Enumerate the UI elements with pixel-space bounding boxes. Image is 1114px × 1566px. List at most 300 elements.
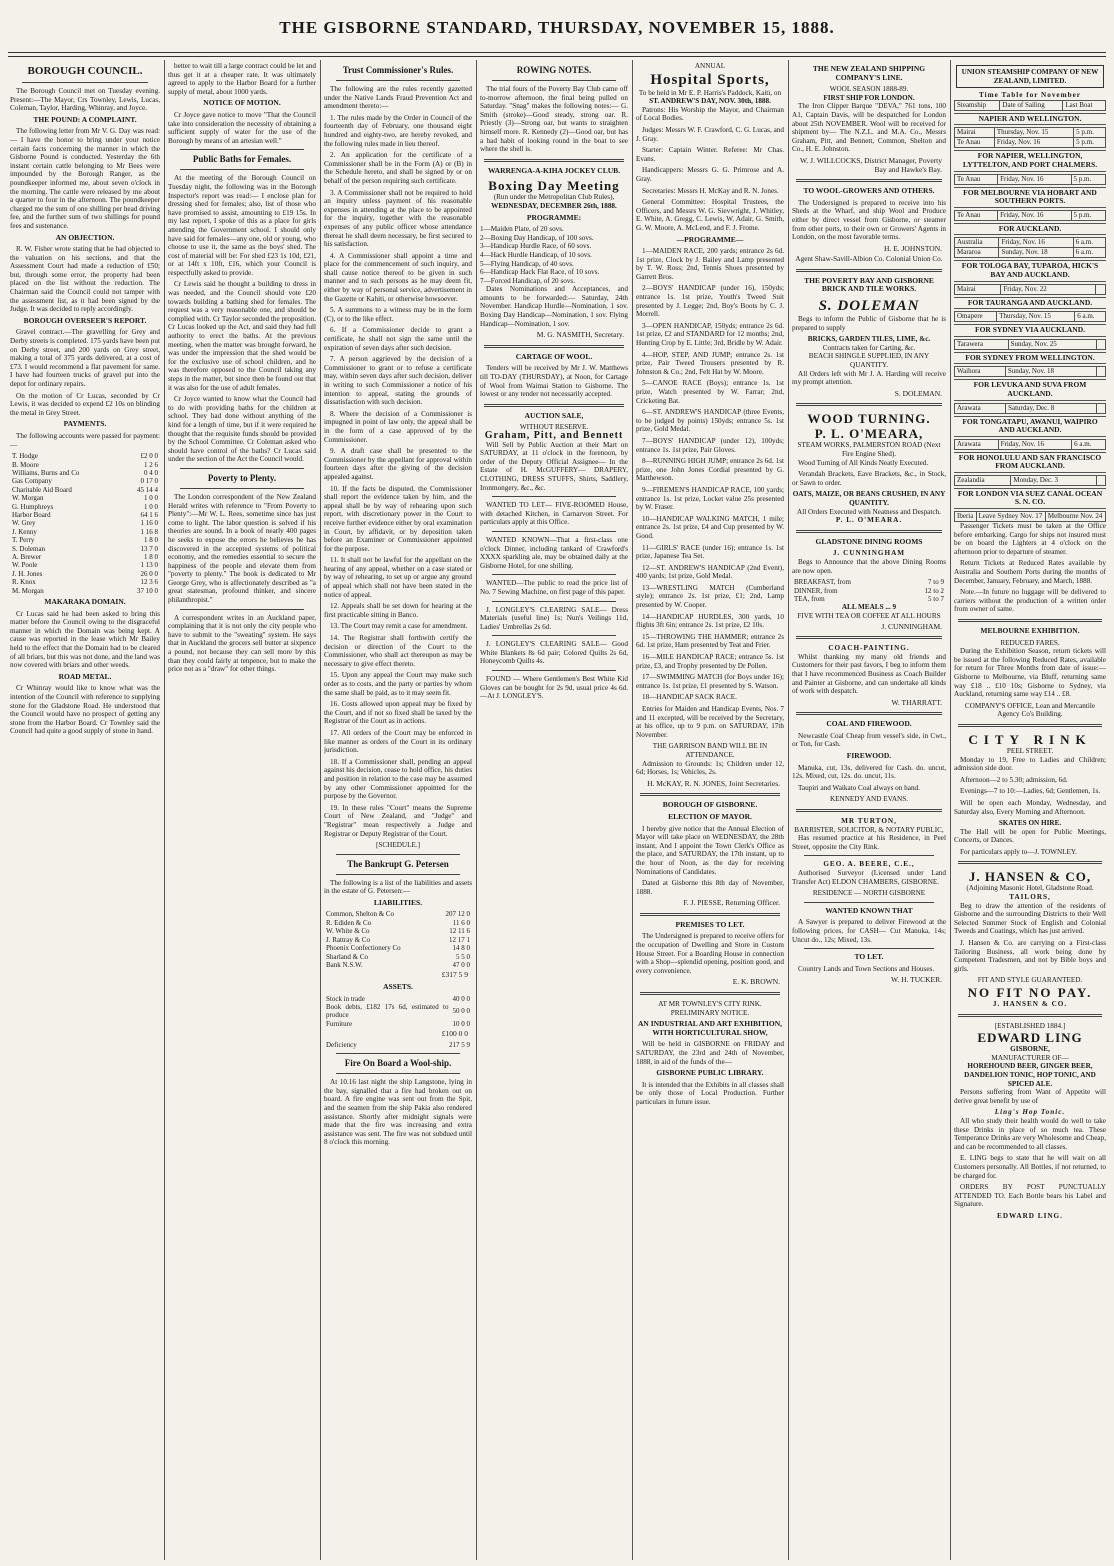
separator <box>484 345 624 348</box>
meal-row <box>792 578 946 586</box>
rule-item: 11. It shall not be lawful for the appellant on the hearing of any appeal, whether on a case stated or by way of rehearing, to set up or argue any ground of appeal which shall not have been stated in the notice of appeal. <box>324 556 472 599</box>
makaraka-text: Cr Lucas said he had been asked to bring this matter before the Council owing to the disgraceful manner in which the Domain was being kept. A cause was reported in the lease which Mr Bailey held to the effect that the Domain had to be cleared of all briars, but this was not done, and the land was now covered with briars and other weeds. <box>10 609 160 670</box>
route-table <box>954 174 1106 185</box>
payments-table <box>10 452 160 595</box>
separator <box>640 992 780 995</box>
ling-text-3: ORDERS BY POST PUNCTUALLY ATTENDED TO. Each Bottle bears his Label and Signature. <box>954 1183 1106 1209</box>
sawyer-text: A Sawyer is prepared to deliver Firewood at the following prices, for CASH— Cut Manuka, 14s; Uncut do., 12s; Mixed, 13s. <box>792 918 946 944</box>
payment-row-amount: 1 16 8 <box>140 527 158 536</box>
city-rink-heading: CITY RINK <box>968 731 1092 747</box>
rule-item: 3. A Commissioner shall not be required to hold an inquiry unless payment of his reasonable expenses in attending at the place to be appointed for the inquiry, together with the reasonable expenses of any public officer whose attendance thereat he shall deem necessary, be first secured to his satisfaction. <box>324 188 472 249</box>
route-heading: FOR LONDON VIA SUEZ CANAL OCEAN S. N. CO. <box>954 488 1106 509</box>
sailing-row <box>955 238 1106 248</box>
sports-event: 7—BOYS' HANDICAP (under 12), 100yds; entrance 1s. 1st prize, Pair Gloves. <box>636 436 784 454</box>
payment-row <box>10 536 160 544</box>
turton-text: Has resumed practice at his Residence, in Peel Street, opposite the City Rink. <box>792 834 946 851</box>
rule-item: 2. An application for the certificate of a Commissioner shall be in the Form (A) or (B) in the Schedule hereto, and shall be signed by or on behalf of the person requiring such certificate. <box>324 151 472 185</box>
hansen-signature: J. HANSEN & CO. <box>992 1000 1068 1008</box>
separator <box>796 712 942 715</box>
found-notice: FOUND — Where Gentlemen's Best White Kid Gloves can be bought for 2s 9d, usual price 4s 6d.—At J. LONGLEY'S. <box>480 675 628 701</box>
cartage-heading: CARTAGE OF WOOL. <box>515 351 593 361</box>
boxing-day-subtitle: (Run under the Metropolitan Club Rules), <box>493 193 615 202</box>
timetable-heading: Time Table for November <box>979 91 1081 100</box>
poverty-text: The London correspondent of the New Zealand Herald writes with reference to "From Poverty to Plenty":—Mr W. L. Rees, sometime since has just come to light. The labor question is solved if his theories are sound. In a book of nearly 400 pages he seeks to expose the errors he believes he has discovered in the accepted systems of political economy, and the remedies essential to secure the happiness of the people and elevate them from "poverty to plenty." The book is dedicated to Mr George Grey, who is affectionately described as "a great statesman, profound thinker, and sincere philanthropist." <box>168 492 316 605</box>
baths-text: At the meeting of the Borough Council on Tuesday night, the following was in the Borough Inspector's report was read:— I enclose plan for dressing shed for females; also, list of those who have promised to assist, amounting to £19 15s. In my last report, I spoke of this as a place for girls attending the Government school. I should only have said for females—any one, old or young, who choose to use it, the same as the boys' shed. The cost of material will be: For shed £23 1s 10d, £21, or at 14ft x 10ft, £16, which your Council is respectfully asked to provide. <box>168 174 316 277</box>
beere-residence: RESIDENCE — NORTH GISBORNE <box>812 889 926 898</box>
sailing-last-boat: 6 a.m. <box>1075 312 1106 322</box>
premises-heading: PREMISES TO LET. <box>675 919 745 929</box>
payment-row-name: T. Hodge <box>12 452 38 461</box>
meal-row <box>792 595 946 603</box>
liability-row-amount: 207 12 0 <box>445 910 470 919</box>
rule-item: 1. The rules made by the Order in Council of the fourteenth day of February, one thousand eight hundred and eighty-two, are hereby revoked, and the following rules made in lieu thereof. <box>324 113 472 148</box>
asset-row-name: Book debts, £182 17s 6d, estimated to produce <box>326 1002 449 1020</box>
payment-row-name: B. Moore <box>12 460 39 469</box>
route-heading: FOR MELBOURNE VIA HOBART AND SOUTHERN PORTS. <box>954 187 1106 208</box>
sports-handicappers: Handicappers: Messrs G. G. Primrose and A. Gray. <box>636 166 784 183</box>
payment-row-amount: 37 10 0 <box>137 586 158 595</box>
asset-row-amount: 10 0 0 <box>452 1019 470 1028</box>
payment-row-name: M. Morgan <box>12 586 44 595</box>
asset-row <box>324 995 472 1003</box>
luggage-notice: Note.—In future no luggage will be delivered to carriers without the production of a written order from owner of same. <box>954 588 1106 614</box>
programme-item: 4—Hack Hurdle Handicap, of 10 sovs. <box>480 250 592 259</box>
separator <box>336 1073 460 1074</box>
sports-entries: Entries for Maiden and Handicap Events, Nos. 7 and 11 excepted, will be received by the Secretary, at his office, up to 9 p.m. on SATURDAY, 17th November. <box>636 705 784 739</box>
separator <box>492 574 616 575</box>
sailing-date: Sunday, Nov. 18 <box>999 248 1073 258</box>
separator <box>180 468 304 469</box>
preliminary-notice: PRELIMINARY NOTICE. <box>670 1008 750 1017</box>
payment-row <box>10 477 160 485</box>
route-heading: FOR TOLOGA BAY, TUPAROA, HICK'S BAY AND AUCKLAND. <box>954 260 1106 281</box>
payments-heading: PAYMENTS. <box>63 419 107 429</box>
firewood-heading: FIREWOOD. <box>846 751 892 761</box>
payment-row <box>10 503 160 511</box>
payment-row-amount: 1 0 0 <box>144 502 158 511</box>
rule-item: 7. A person aggrieved by the decision of a Commissioner to grant or to refuse a certificate may, within seven days after such decision, deliver in writing to such Commissioner a notice of his intention to appeal, stating the grounds of dissatisfaction with such decision. <box>324 355 472 407</box>
liability-row-amount: 5 5 0 <box>456 952 470 961</box>
route-table <box>954 311 1106 322</box>
rule-item: 12. Appeals shall be set down for hearing at the first practicable sitting in Banco. <box>324 602 472 619</box>
route-table <box>954 127 1106 148</box>
payment-row-name: Harbor Board <box>12 511 51 519</box>
separator <box>796 636 942 639</box>
omeara-text: Wood Turning of All Kinds Neatly Executed. <box>798 458 929 467</box>
payment-row-name: Charitable Aid Board <box>12 485 72 494</box>
meal-row <box>792 587 946 595</box>
edward-ling-name: EDWARD LING <box>977 1030 1083 1046</box>
sailing-last-boat <box>1096 284 1106 294</box>
sports-event: 3—OPEN HANDICAP, 150yds; entrance 2s 6d. 1st prize, £2 and STANDARD for 12 months; 2nd, Hunting Crop by E. Little; 3rd, Bridle by W. Adair. <box>636 321 784 348</box>
sports-annual: ANNUAL <box>694 62 726 70</box>
willcocks-signature: W. J. WILLCOCKS, District Manager, Poverty Bay and Hawke's Bay. <box>800 155 942 174</box>
payment-row-name: R. Knox <box>12 578 36 587</box>
payment-row-name: Williams, Burns and Co <box>12 468 80 477</box>
sports-date: ST. ANDREW'S DAY, NOV. 30th, 1888. <box>649 97 771 106</box>
header-last: Last Boat <box>1063 100 1106 110</box>
beach-shingle: BEACH SHINGLE SUPPLIED, IN ANY QUANTITY. <box>808 352 930 370</box>
makaraka-heading: MAKARAKA DOMAIN. <box>44 597 126 607</box>
separator <box>492 496 616 497</box>
baths-text-2: Cr Lewis said he thought a building to dress in was needed, and the Council should vote £20 towards building a bathing shed for females. The request was a very reasonable one, and should be complied with. Cr Taylor seconded the proposition. Cr Lucas looked up the Act, and said they had full authority to erect the baths. At the previous meeting, when the matter was brought forward, he was under the impression that the shed would be for the exclusive use of school children, and he was therefore opposed to the Council taking any steps in the matter, but since then he found out that it was also for the use of adult females. <box>168 280 316 392</box>
garrison-band: THE GARRISON BAND WILL BE IN ATTENDANCE. <box>652 742 768 759</box>
sports-events-list <box>636 247 784 702</box>
cartage-text: Tenders will be received by Mr J. W. Matthews till TO-DAY (THURSDAY), at Noon, for Cartage of Wool from Waimai Station to Gisborne. The lowest or any tender not necessarily accepted. <box>480 364 628 399</box>
separator <box>22 82 148 83</box>
payment-row <box>10 561 160 569</box>
trust-heading: Trust Commissioner's Rules. <box>342 65 454 75</box>
asset-row <box>324 1020 472 1028</box>
townley-contact: For particulars apply to—J. TOWNLEY. <box>960 847 1077 856</box>
fire-heading: Fire On Board a Wool-ship. <box>344 1058 452 1069</box>
masthead-rule <box>8 52 1106 53</box>
sports-where: To be held in Mr E. P. Harris's Paddock, Kaiti, on <box>638 88 782 97</box>
sports-event: 2—BOYS' HANDICAP (under 16), 150yds; entrance 1s. 1st prize, Youth's Tweed Suit presented by J. Legge; 2nd, Boy's Boots by C. J. Morrell. <box>636 284 784 319</box>
meal-name: BREAKFAST, from <box>794 578 851 587</box>
warrenga-heading: WARRENGA-A-KIHA JOCKEY CLUB. <box>487 165 621 175</box>
ling-text: All who study their health would do well to take these Drinks in place of so much tea. These Temperance Drinks are very Wholesome and Cheap, and can be recommended to all classes. <box>954 1116 1106 1151</box>
separator <box>492 80 616 81</box>
premises-text: The Undersigned is prepared to receive offers for the occupation of Dwelling and Store in Custom House Street. For a Boarding House in connection with a Shop—splendid opening, position good, and every convenience. <box>636 932 784 975</box>
meal-name: DINNER, from <box>794 586 838 595</box>
hall-note: The Hall will be open for Public Meetings, Concerts, or Dances. <box>954 827 1106 845</box>
election-text: I hereby give notice that the Annual Election of Mayor will take place on WEDNESDAY, the 28th instant, And I appoint the Town Clerk's Office as the place, and SATURDAY, the 17th instant, up to the hour of Noon, as the day for receiving Nominations of Candidates. <box>636 824 784 876</box>
hop-tonic: Ling's Hop Tonic. <box>994 1108 1066 1117</box>
longley-sale-2: J. LONGLEY'S CLEARING SALE— Good White Blankets 8s 6d pair; Colored Quilts 2s 6d, Honeycomb Quilts 4s. <box>480 640 628 666</box>
assets-heading: ASSETS. <box>383 981 413 991</box>
wool-season: WOOL SEASON 1888-89. <box>829 85 909 94</box>
sailing-last-boat: 6 a.m. <box>1073 248 1105 258</box>
exhibition-heading: AN INDUSTRIAL AND ART EXHIBITION, WITH HORTICULTURAL SHOW, <box>637 1019 782 1037</box>
ling-text-2: E. LING begs to state that he will wait on all Customers personally. All Bottles, if not returned, to be charged for. <box>954 1154 1106 1180</box>
column-7 <box>954 62 1106 1558</box>
liability-row-name: Common, Shelton & Co <box>326 910 395 919</box>
wanted-known: WANTED KNOWN—That a first-class one o'clock Dinner, including tankard of Crawford's XXXX sparkling ale, may be obtained daily at the Gisborne Hotel, for one shilling. <box>480 535 628 570</box>
wanted-public: WANTED—The public to read the price list of No. 7 Sewing Machine, on first page of this paper. <box>480 579 628 596</box>
liability-row <box>324 919 472 927</box>
sports-event: 1—MAIDEN RACE, 200 yards; entrance 2s 6d. 1st prize, Clock by J. Bailey and Lamp presented by T. W. Ross; 2nd, Tennis Shoes presented by Garrett Bros. <box>636 247 784 281</box>
auction-subtitle: WITHOUT RESERVE. <box>519 423 589 432</box>
bankrupt-heading: The Bankrupt G. Petersen <box>347 858 449 869</box>
payment-row <box>10 587 160 595</box>
objection-text: R. W. Fisher wrote stating that he had objected to the valuation on his sections, and that the Assessment Court had made a reduction of £50; but, through some error, the property had been placed on the list without the reduction. The Chairman said the Council could not tamper with the assessment list, as it had been signed by the Judge. It was decided to reply accordingly. <box>10 245 160 314</box>
separator <box>796 179 942 182</box>
liability-row <box>324 953 472 961</box>
asset-row-name: Stock in trade <box>326 994 365 1003</box>
payment-row <box>10 570 160 578</box>
council-intro: The Borough Council met on Tuesday evening. Present:—The Mayor, Crs Townley, Lewis, Lucas, Coleman, Taylor, Harding, Whinray, and Joyce. <box>10 87 160 113</box>
election-dated: Dated at Gisborne this 8th day of November, 1888. <box>636 879 784 896</box>
rule-item: 10. If the facts be disputed, the Commissioner shall report the evidence taken by him, and the appeal shall be by way of rehearing upon such report, with discretionary power in the Court to receive further evidence either by oral examination in Court, by affidavit, or by deposition taken before an Examiner or Commissioner appointed for the purpose. <box>324 484 472 553</box>
payment-row-amount: 64 1 6 <box>140 511 158 519</box>
trust-intro: The following are the rules recently gazetted under the Native Lands Fraud Prevention Act and amendment thereto:— <box>324 85 472 111</box>
wood-turning-heading: WOOD TURNING. <box>807 411 931 427</box>
liabilities-total: £317 5 9 <box>441 970 468 980</box>
sailing-date: Thursday, Nov. 15 <box>997 312 1075 322</box>
meal-time: 12 to 2 <box>924 586 944 595</box>
meal-time: 5 to 7 <box>928 594 944 603</box>
route-heading: NAPIER AND WELLINGTON. <box>954 113 1106 126</box>
separator <box>492 635 616 636</box>
separator <box>640 793 780 796</box>
overseer-heading: BOROUGH OVERSEER'S REPORT. <box>23 315 147 325</box>
separator <box>804 855 934 856</box>
separator <box>492 531 616 532</box>
route-table <box>954 237 1106 258</box>
coal-note: Taupiri and Waikato Coal always on hand. <box>798 783 920 792</box>
route-table <box>954 475 1106 486</box>
wanted-to-let: WANTED TO LET— FIVE-ROOMED House, with detached Kitchen, in Carnarvon Street. For particulars apply at this Office. <box>480 501 628 527</box>
hansen-address: (Adjoining Masonic Hotel, Gladstone Road. <box>966 884 1094 893</box>
sailing-last-boat <box>1097 403 1106 413</box>
secretary-signature: M. G. NASMITH, Secretary. <box>536 330 624 340</box>
sailing-row <box>955 128 1106 138</box>
skates-on-hire: SKATES ON HIRE. <box>998 819 1062 828</box>
column-1 <box>10 62 160 1558</box>
auctioneer-name: Graham, Pitt, and Bennett <box>484 430 624 441</box>
payment-row <box>10 519 160 527</box>
road-metal-heading: ROAD METAL. <box>58 671 112 681</box>
sailing-ship: Mararoa <box>955 248 999 258</box>
metal-continued-text: better to wait till a large contract could be let and thus get it at a cheaper rate. It was ultimately agreed to apply to the Harbor Board for a further supply of metal, about 1000 yards. <box>168 62 316 96</box>
tailors-heading: TAILORS, <box>1009 893 1051 902</box>
route-table <box>954 339 1106 350</box>
payment-row-amount: 13 7 0 <box>140 544 158 553</box>
programme-item: 6—Handicap Hack Flat Race, of 10 sovs. <box>480 268 600 277</box>
liability-row <box>324 961 472 969</box>
payment-row <box>10 553 160 561</box>
no-fit-no-pay: NO FIT NO PAY. <box>967 985 1093 1000</box>
longley-sale-1: J. LONGLEY'S CLEARING SALE— Dress Materials (useful line) 1s; Nun's Veilings 11d, Ladies' Umbrellas 2s 6d. <box>480 605 628 631</box>
returning-officer: F. J. PIESSE, Returning Officer. <box>683 898 780 908</box>
return-note: Return Tickets at Reduced Rates available by Australia and Southern Ports during the months of December, January, February, and March, 1888. <box>954 559 1106 585</box>
sailing-ship: Arawata <box>955 403 1006 413</box>
sailing-last-boat: 5 p.m. <box>1074 128 1106 138</box>
route-heading: FOR TONGATAPU, AWANUI, WAIPIRO AND AUCKLAND. <box>954 416 1106 437</box>
joint-secretaries: H. McKAY, R. N. JONES, Joint Secretaries. <box>647 778 780 788</box>
payment-row <box>10 578 160 586</box>
route-table <box>954 366 1106 377</box>
election-heading: ELECTION OF MAYOR. <box>668 811 752 821</box>
sailing-ship: Iberia <box>955 512 977 522</box>
liability-row-amount: 12 11 6 <box>449 927 470 936</box>
payment-row-amount: 1 8 0 <box>144 536 158 545</box>
borough-heading: BOROUGH OF GISBORNE. <box>662 800 758 810</box>
separator <box>796 403 942 406</box>
firewood-prices: Manuka, cut, 13s, delivered for Cash. do. uncut, 12s. Mixed, cut, 12s. do. uncut, 11s. <box>792 763 946 781</box>
notice-heading: NOTICE OF MOTION. <box>203 98 281 108</box>
sailing-last-boat <box>1097 339 1106 349</box>
rink-afternoon: Afternoon—2 to 5.30; admission, 6d. <box>960 775 1068 784</box>
deva-text: The Iron Clipper Barque "DEVA," 761 tons, 100 A1, Captain Davis, will be despatched for London about 25th NOVEMBER. Wool will be received for shipment by— The N.Z.L. and M.A. Co., Messrs Graham, Pitt, and Bennett, Common, Shelton and Co., H. E. Johnston. <box>792 102 946 154</box>
sailing-date: Friday, Nov. 16 <box>999 238 1073 248</box>
payment-row-name: W. Poole <box>12 561 38 570</box>
separator <box>796 530 942 533</box>
payment-row-amount: 1 8 0 <box>144 553 158 562</box>
ling-signature: EDWARD LING. <box>997 1211 1063 1220</box>
sports-admission: Admission to Grounds: 1s; Children under 12, 6d; Horses, 1s; Vehicles, 2s. <box>636 759 784 777</box>
header-date: Date of Sailing <box>1000 100 1063 110</box>
sports-event: 9—FIREMEN'S HANDICAP RACE, 100 yards; entrance 1s. 1st prize, Locket value 25s presented by W. Fraser. <box>636 485 784 512</box>
rule-item: 8. Where the decision of a Commissioner is impugned in point of law only, the appeal shall be in the form of a case approved of by the Commissioner. <box>324 409 472 444</box>
auction-text: Will Sell by Public Auction at their Mart on SATURDAY, at 11 o'clock in the forenoon, by order of the Deputy Official Assignee— In the Estate of H. McGUFFERY— DRAPERY, CLOTHING, DRESS STUFFS, Shirts, Saddlery, Ironmongery, &c., &c. <box>480 440 628 492</box>
separator <box>180 149 304 150</box>
asset-row-amount: 50 0 0 <box>452 1007 470 1016</box>
payments-intro: The following accounts were passed for payment:— <box>10 431 160 449</box>
payment-row-name: T. Perry <box>12 536 35 545</box>
turton-name: MR TURTON, <box>841 817 897 826</box>
deficiency-label: Deficiency <box>326 1040 357 1049</box>
rule-item: 14. The Registrar shall forthwith certify the decision or direction of the Court to the Commissioner, who shall act thereupon as may be necessary to give effect thereto. <box>324 634 472 668</box>
rule-item: 13. The Court may remit a case for amendment. <box>330 622 468 631</box>
programme-heading: PROGRAMME: <box>526 212 582 222</box>
tharratt-signature: W. THARRATT. <box>891 697 942 707</box>
sailing-ship: Tarawera <box>955 339 1009 349</box>
rule-item: 19. In these rules "Court" means the Supreme Court of New Zealand, and "Judge" and "Registrar" mean respectively a Judge and Registrar or Deputy Registrar of the Court. <box>324 803 472 838</box>
passenger-note: Passenger Tickets must be taken at the Office before embarking. Cargo for ships not insured must be on board the Lighters at 4 o'clock on the afternoon prior to departure of steamer. <box>954 522 1106 556</box>
coal-heading: COAL AND FIREWOOD. <box>826 719 912 729</box>
beere-name: GEO. A. BEERE, C.E., <box>823 860 915 869</box>
programme-list <box>480 225 628 285</box>
sailing-date: Thursday, Nov. 15 <box>994 128 1073 138</box>
rule-item: 18. If a Commissioner shall, pending an appeal against his decision, cease to hold office, his duties and position in relation to the case may be assumed by any other Commissioner appointed for the purpose by the Governor. <box>324 757 472 801</box>
rule-item: 5. A summons to a witness may be in the form (C), or to the like effect. <box>324 306 472 323</box>
rowing-text: The trial fours of the Poverty Bay Club came off to-morrow afternoon, the final being pulled on Saturday. "Snag" makes the following notes:— G. Smith (stroke)—Good steady, strong oar. R. Priestly (3)—Strong oar, but wants to straighten himself more. R. Kennedy (2)—Good oar, but has a bad habit of looking round in the boat to see where the shell is. <box>480 85 628 154</box>
rink-street: PEEL STREET. <box>1006 746 1054 755</box>
bankrupt-intro: The following is a list of the liabilities and assets in the estate of G. Petersen:— <box>324 878 472 896</box>
johnston-signature: H. E. JOHNSTON. <box>884 243 942 253</box>
separator <box>336 1053 460 1054</box>
column-divider <box>320 60 321 1560</box>
sailing-row <box>955 174 1106 184</box>
meal-name: TEA, from <box>794 594 825 603</box>
sports-event: 11—GIRLS' RACE (under 16); entrance 1s. 1st prize, Japanese Tea Set. <box>636 543 784 561</box>
baths-heading: Public Baths for Females. <box>192 154 292 165</box>
payment-row-amount: £2 0 0 <box>140 452 158 461</box>
column-4 <box>480 62 628 1558</box>
payment-row-name: A. Brewer <box>12 553 42 562</box>
rink-text: Monday to 19, Free to Ladies and Children; admission side door. <box>954 755 1106 773</box>
route-table <box>954 284 1106 295</box>
separator <box>804 948 934 949</box>
rink-evenings: Evenings—7 to 10:—Ladies, 6d; Gentlemen, 1s. <box>960 787 1101 796</box>
premises-signature: E. K. BROWN. <box>732 977 780 987</box>
sports-secretaries: Secretaries: Messrs H. McKay and R. N. Jones. <box>642 186 779 195</box>
sailing-ship: Te Anau <box>955 174 998 184</box>
sailing-last-boat: 6 a.m. <box>1073 238 1105 248</box>
sports-event: 18—HANDICAP SACK RACE. <box>642 693 737 702</box>
manufacturer-of: MANUFACTURER OF— <box>991 1053 1069 1062</box>
meals-note: FIVE WITH TEA OR COFFEE AT ALL HOURS <box>797 611 941 620</box>
programme-item: 3—Handicap Hurdle Race, of 60 sovs. <box>480 242 592 251</box>
payment-row <box>10 486 160 494</box>
route-heading: FOR AUCKLAND. <box>954 223 1106 236</box>
liability-row-amount: 47 0 0 <box>452 960 470 969</box>
separator <box>492 601 616 602</box>
poverty-text-2: A correspondent writes in an Auckland paper, complaining that it is not only the city people who have to submit to the "sweating" system. He says that in Auckland the grocers sell butter at sixpence a pound, not because they can sell more by this than they could fairly at tenpence, but to make the price not as a "draw" for other things. <box>168 613 316 674</box>
column-divider <box>632 60 633 1560</box>
liability-row-name: W. White & Co <box>326 927 370 936</box>
programme-item: 2—Boxing Day Handicap, of 100 sovs. <box>480 233 594 242</box>
sports-title: Hospital Sports, <box>650 71 770 88</box>
separator <box>492 670 616 671</box>
rule-item: 15. Upon any appeal the Court may make such order as to costs, and the party or parties by whom the same shall be paid, as to it may seem fit. <box>324 671 472 697</box>
programme-item: 5—Flying Handicap, of 40 sovs. <box>480 259 574 268</box>
rule-item: 16. Costs allowed upon appeal may be fixed by the Court, and if not so fixed shall be taxed by the Registrar of the Court as in actions. <box>324 700 472 726</box>
payment-row <box>10 452 160 460</box>
sailing-last-boat: 5 p.m. <box>1074 138 1106 148</box>
tucker-signature: W. H. TUCKER. <box>890 975 942 985</box>
route-table <box>954 511 1106 522</box>
payment-row <box>10 469 160 477</box>
sailing-ship: Omapere <box>955 312 997 322</box>
coal-text: Newcastle Coal Cheap from vessel's side, in Cwt., or Ton, for Cash. <box>792 731 946 749</box>
company-office: COMPANY'S OFFICE, Lean and Mercantile Agency Co's Building. <box>964 701 1096 719</box>
turton-title: BARRISTER, SOLICITOR, & NOTARY PUBLIC, <box>794 825 944 834</box>
omeara-address: STEAM WORKS, PALMERSTON ROAD (Next Fire Engine Shed). <box>797 441 941 458</box>
sailing-last-boat: Melbourne Nov. 24 <box>1045 512 1105 522</box>
sports-event: 14—HANDICAP HURDLES, 300 yards, 10 flights 3ft 6in; entrance 2s. 1st prize, £2 10s. <box>636 612 784 630</box>
rink-text-2: Will be open each Monday, Wednesday, and Saturday also, Every Morning and Afternoon. <box>954 798 1106 816</box>
public-library: GISBORNE PUBLIC LIBRARY. <box>656 1068 764 1078</box>
sailing-date: Saturday, Dec. 8 <box>1006 403 1097 413</box>
asset-row-name: Furniture <box>326 1019 353 1028</box>
payment-row-amount: 0 17 0 <box>140 477 158 486</box>
separator <box>336 854 460 855</box>
header-steamship: Steamship <box>955 100 1000 110</box>
liability-row-amount: 12 17 1 <box>449 935 470 944</box>
separator <box>336 874 460 875</box>
payment-row <box>10 528 160 536</box>
doleman-signature: S. DOLEMAN. <box>894 388 942 398</box>
payment-row-amount: 1 13 0 <box>140 561 158 570</box>
sports-starter: Starter: Captain Winter. Referee: Mr Chas. Evans. <box>636 146 784 163</box>
melbourne-heading: MELBOURNE EXHIBITION. <box>980 626 1080 635</box>
payment-row-name: S. Doleman <box>12 544 46 553</box>
notice-text: Cr Joyce gave notice to move "That the Council take into consideration the necessity of obtaining a sufficient supply of water for the use of the Borough by means of an artesian well." <box>168 110 316 145</box>
sailing-last-boat: 5 p.m. <box>1071 174 1105 184</box>
hansen-text: Beg to draw the attention of the residents of Gisborne and the surrounding Districts to their Well Selected Summer Stock of English and Colonial Tweeds and Coatings, which has just arrived. <box>954 901 1106 936</box>
sailing-date: Sunday, Nov. 18 <box>1005 367 1096 377</box>
wool-growers-text: The Undersigned is prepared to receive into his Sheds at the Wharf, and ship Wool and Produce either by direct vessel from Gisborne, or steamer from other ports, to their own or Growers' Agents in London, on the most favorable terms. <box>792 198 946 242</box>
sailing-last-boat <box>1097 475 1106 485</box>
liability-row-name: Sharland & Co <box>326 952 368 961</box>
sailing-row <box>955 312 1106 322</box>
liability-row-name: R. Ediden & Co <box>326 918 372 927</box>
route-heading: FOR LEVUKA AND SUVA FROM AUCKLAND. <box>954 379 1106 400</box>
sports-event: 8—RUNNING HIGH JUMP; entrance 2s 6d. 1st prize, one John Jones Cordial presented by G. Matthewson. <box>636 457 784 483</box>
newspaper-title: THE GISBORNE STANDARD, THURSDAY, NOVEMBER 15, 1888. <box>279 18 835 37</box>
sports-event: 6—ST. ANDREW'S HANDICAP (three Events, to be judged by points) 150yds; entrance 5s. 1st prize, Gold Medal. <box>636 408 784 434</box>
column-2 <box>168 62 316 1558</box>
deficiency-amount: 217 5 9 <box>449 1040 470 1049</box>
nominations-text: Dates Nominations and Acceptances, and amounts to be forwarded:— Saturday, 24th November. Handicap Hurdle—Nomination, 1 sov. Boxing Day Handicap—Nomination, 1 sov. Flying Handicap—Nomination, 1 sov. <box>480 285 628 328</box>
objection-heading: AN OBJECTION. <box>55 232 115 242</box>
established-note: [ESTABLISHED 1884.] <box>994 1021 1066 1030</box>
liability-row <box>324 936 472 944</box>
to-let-heading: TO LET. <box>854 952 884 962</box>
payment-row-amount: 1 16 0 <box>140 519 158 528</box>
rules-list <box>324 114 472 838</box>
library-text: It is intended that the Exhibits in all classes shall be only those of Local Production. Further particulars in future issue. <box>636 1080 784 1106</box>
liability-row-amount: 14 8 0 <box>452 944 470 953</box>
liabilities-table <box>324 910 472 969</box>
boxing-day-title: Boxing Day Meeting <box>488 178 620 194</box>
payment-row <box>10 494 160 502</box>
orders-executed: All Orders Executed with Neatness and Despatch. <box>797 507 941 516</box>
payment-row-name: G. Humphreys <box>12 502 54 511</box>
